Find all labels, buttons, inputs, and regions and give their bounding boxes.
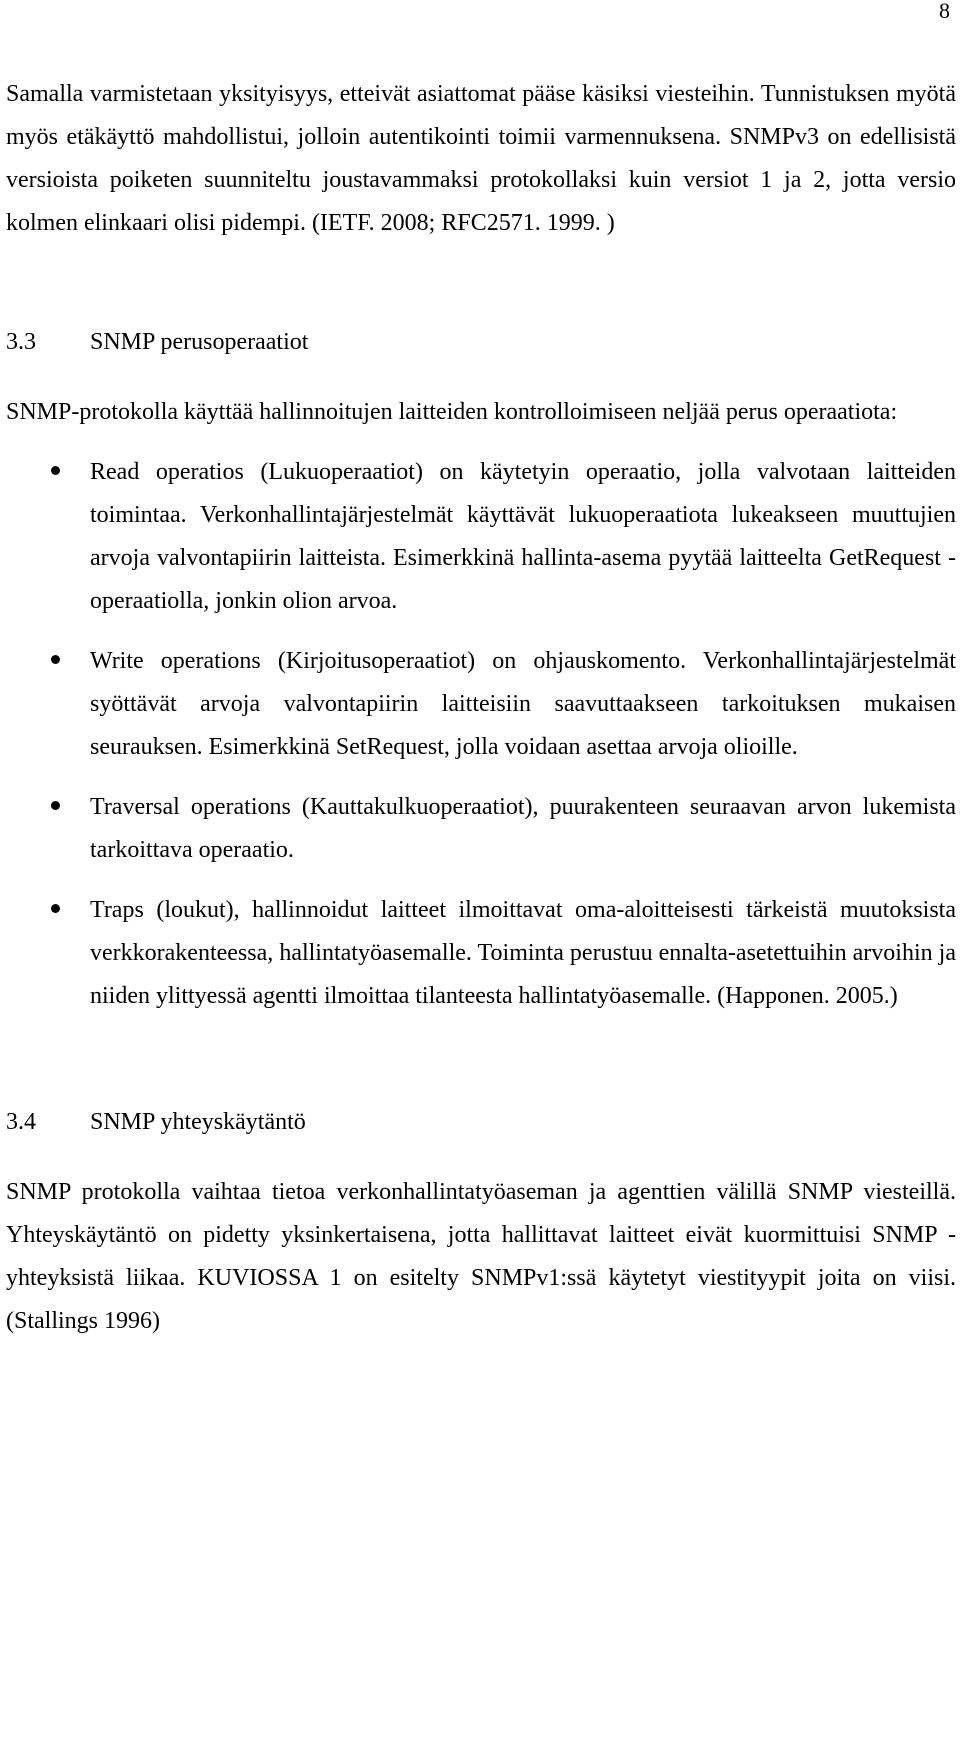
list-item-text: Traversal operations (Kauttakulkuoperaatiot), puurakenteen seuraavan arvon lukemista tarkoittava operaatio. xyxy=(90,794,956,863)
section-number: 3.4 xyxy=(6,1109,36,1135)
list-item-text: Read operatios (Lukuoperaatiot) on käytetyin operaatio, jolla valvotaan laitteiden toimintaa. Verkonhallintajärjestelmät käyttävät lukuoperaatiota lukeakseen muuttujien arvoja valvontapiirin laitteista. Esimerkkinä hallinta-asema pyytää laitteelta GetRequest -operaatiolla, jonkin olion arvoa. xyxy=(90,459,956,614)
bullet-icon xyxy=(51,466,60,475)
bullet-icon xyxy=(51,801,60,810)
intro-paragraph: Samalla varmistetaan yksityisyys, etteivät asiattomat pääse käsiksi viesteihin. Tunnistuksen myötä myös etäkäyttö mahdollistui, jolloin autentikointi toimii varmennuksena. SNMPv3 on edellisistä versioista poiketen suunniteltu joustavammaksi protokollaksi kuin versiot 1 ja 2, jotta versio kolmen elinkaari olisi pidempi. (IETF. 2008; RFC2571. 1999. ) xyxy=(6,81,956,236)
list-item-text: Write operations (Kirjoitusoperaatiot) on ohjauskomento. Verkonhallintajärjestelmät syöttävät arvoja valvontapiirin laitteisiin saavuttaakseen tarkoituksen mukaisen seurauksen. Esimerkkinä SetRequest, jolla voidaan asettaa arvoja olioille. xyxy=(90,648,956,760)
section-title: SNMP yhteyskäytäntö xyxy=(90,1109,306,1135)
operations-list xyxy=(6,451,956,1018)
list-item-text: Traps (loukut), hallinnoidut laitteet ilmoittavat oma-aloitteisesti tärkeistä muutoksista verkkorakenteessa, hallintatyöasemalle. Toiminta perustuu ennalta-asetettuihin arvoihin ja niiden ylittyessä agentti ilmoittaa tilanteesta hallintatyöasemalle. (Happonen. 2005.) xyxy=(90,897,956,1009)
bullet-icon xyxy=(51,655,60,664)
list-item xyxy=(6,889,956,1018)
list-item xyxy=(6,786,956,872)
list-item xyxy=(6,451,956,623)
section-heading-3-3 xyxy=(6,321,956,364)
section-heading-3-4 xyxy=(6,1101,956,1144)
document-body xyxy=(6,73,956,1343)
section-title: SNMP perusoperaatiot xyxy=(90,329,309,355)
section-number: 3.3 xyxy=(6,329,36,355)
list-item xyxy=(6,640,956,769)
section-3-4-body: SNMP protokolla vaihtaa tietoa verkonhallintatyöaseman ja agenttien välillä SNMP viesteillä. Yhteyskäytäntö on pidetty yksinkertaisena, jotta hallittavat laitteet eivät kuormittuisi SNMP -yhteyksistä liikaa. KUVIOSSA 1 on esitelty SNMPv1:ssä käytetyt viestityypit joita on viisi. (Stallings 1996) xyxy=(6,1179,956,1334)
page-number: 8 xyxy=(939,0,950,23)
bullet-icon xyxy=(51,904,60,913)
section-3-3-lead: SNMP-protokolla käyttää hallinnoitujen laitteiden kontrolloimiseen neljää perus operaatiota: xyxy=(6,399,898,425)
